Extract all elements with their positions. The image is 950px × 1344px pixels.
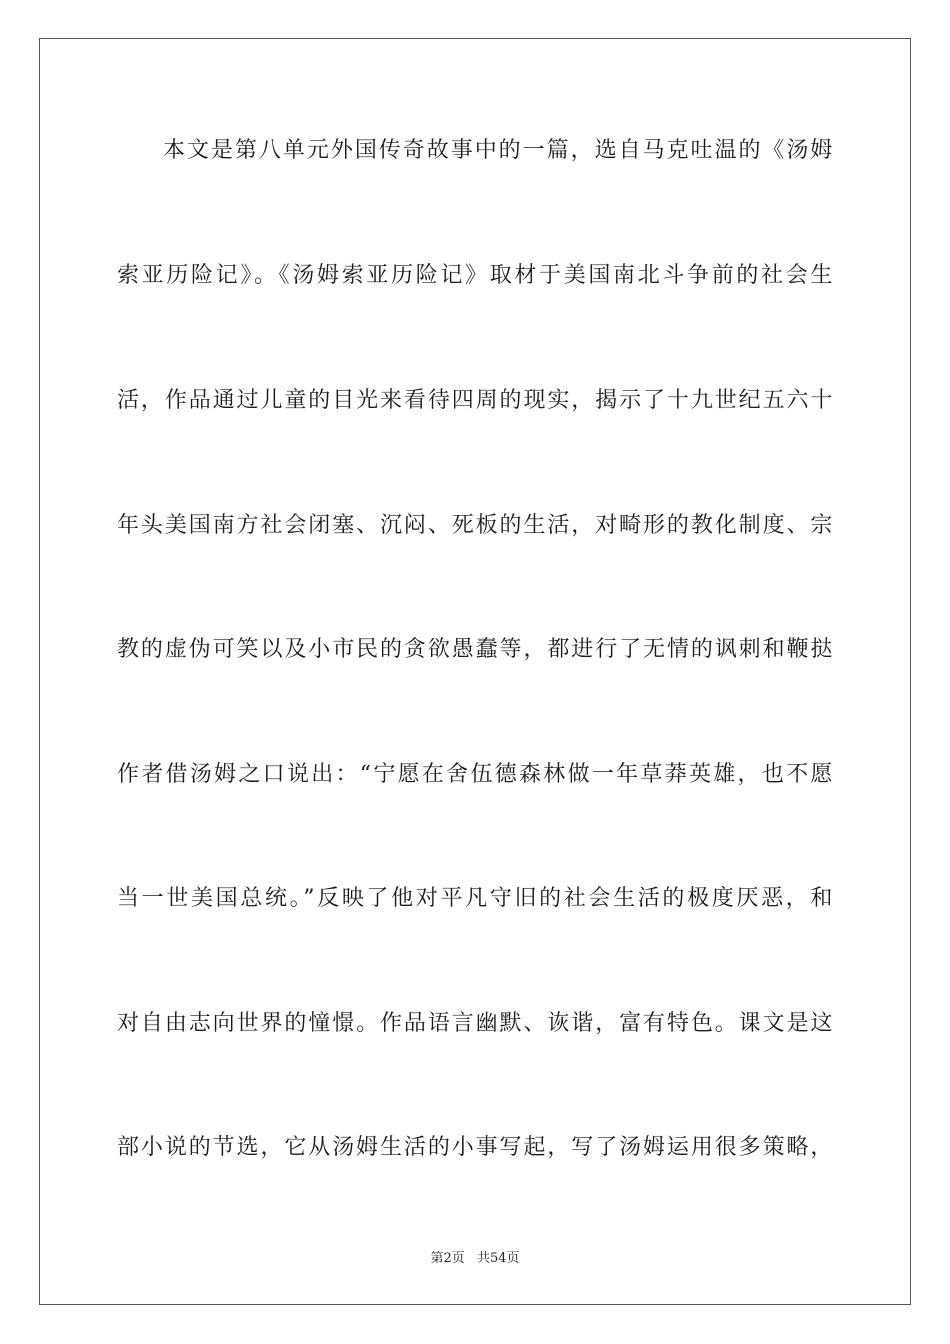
paragraph-line: 教的虚伪可笑以及小市民的贪欲愚蠢等，都进行了无情的讽刺和鞭挞 (117, 637, 833, 662)
paragraph-line: 活，作品通过儿童的目光来看待四周的现实，揭示了十九世纪五六十 (117, 388, 833, 413)
paragraph-line: 索亚历险记》。《汤姆索亚历险记》取材于美国南北斗争前的社会生 (117, 263, 833, 288)
paragraph-line: 年头美国南方社会闭塞、沉闷、死板的生活，对畸形的教化制度、宗 (117, 513, 833, 538)
page-border (39, 38, 911, 1305)
paragraph-line: 本文是第八单元外国传奇故事中的一篇，选自马克吐温的《汤姆 (163, 138, 833, 163)
page-total: 共54页 (476, 1251, 520, 1266)
page-footer (0, 1247, 950, 1266)
paragraph-line: 当一世美国总统。”反映了他对平凡守旧的社会生活的极度厌恶，和 (117, 886, 833, 911)
paragraph-line: 部小说的节选，它从汤姆生活的小事写起，写了汤姆运用很多策略， (117, 1135, 833, 1160)
paragraph-line: 作者借汤姆之口说出：“宁愿在舍伍德森林做一年草莽英雄，也不愿 (117, 762, 833, 787)
page-number: 第2页 (430, 1251, 465, 1266)
paragraph-line: 对自由志向世界的憧憬。作品语言幽默、诙谐，富有特色。课文是这 (117, 1011, 833, 1036)
